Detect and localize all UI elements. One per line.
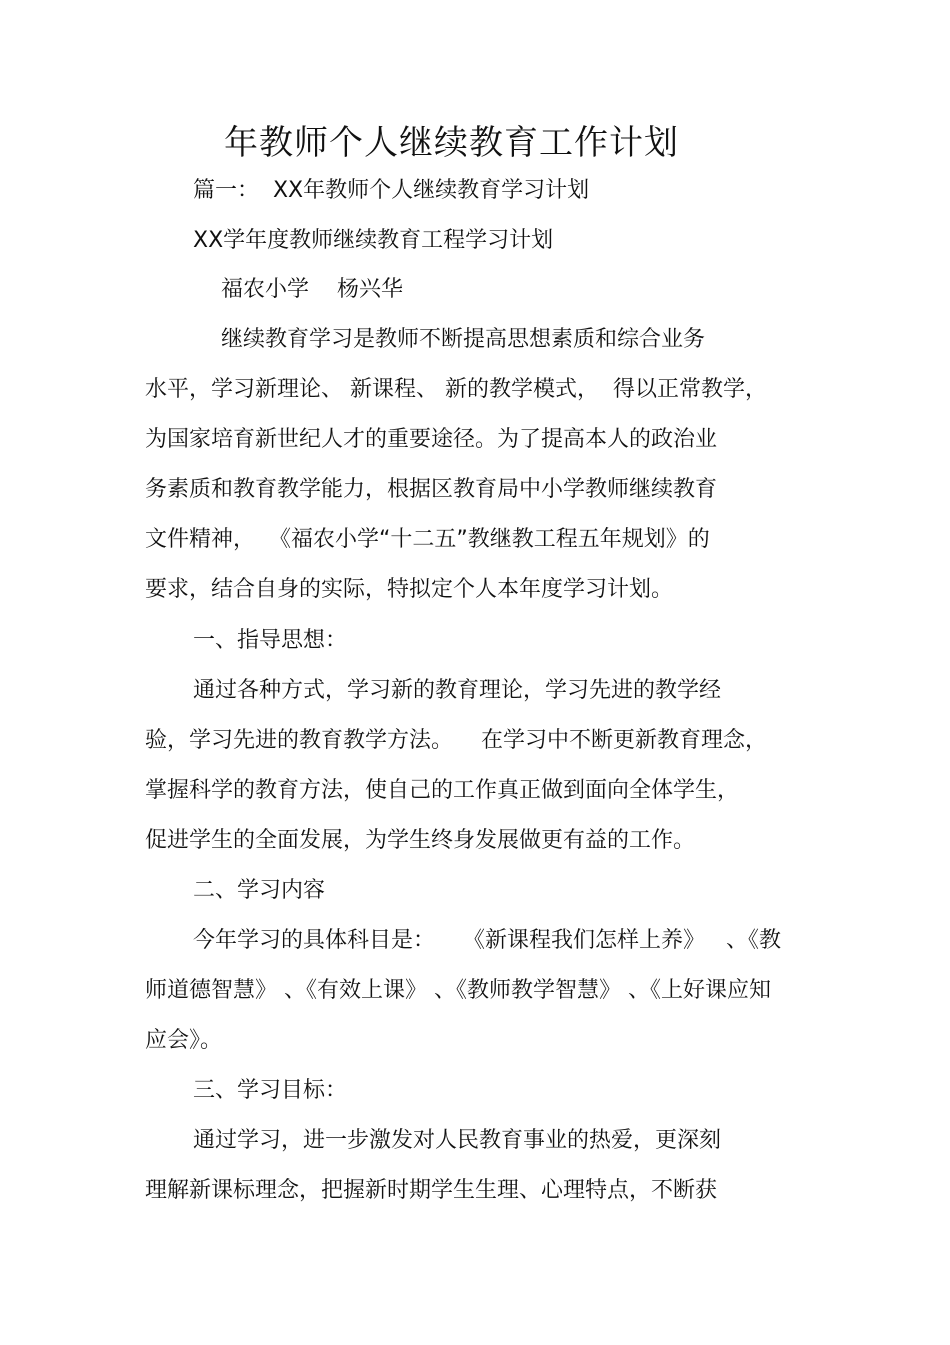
section1-line: 通过各种方式，学习新的教育理论，学习先进的教学经 — [193, 678, 722, 703]
intro-line: 务素质和教育教学能力，根据区教育局中小学教师继续教育 — [145, 477, 718, 502]
section1-line: 促进学生的全面发展，为学生终身发展做更有益的工作。 — [145, 828, 696, 853]
section2-line: 应会》。 — [145, 1028, 223, 1053]
author-line: 福农小学 杨兴华 — [221, 277, 403, 302]
section1-line: 掌握科学的教育方法，使自己的工作真正做到面向全体学生， — [145, 778, 740, 803]
subtitle: 篇一： XX年教师个人继续教育学习计划 — [193, 178, 590, 203]
section-heading: 二、学习内容 — [193, 878, 326, 903]
intro-line: 文件精神， 《福农小学“十二五”教继教工程五年规划》的 — [145, 527, 710, 552]
intro-line: 为国家培育新世纪人才的重要途径。为了提高本人的政治业 — [145, 427, 718, 452]
section2-line: 师道德智慧》 、《有效上课》 、《教师教学智慧》 、《上好课应知 — [145, 978, 771, 1003]
section3-line: 通过学习，进一步激发对人民教育事业的热爱，更深刻 — [193, 1128, 722, 1153]
section-heading: 三、学习目标： — [193, 1078, 348, 1103]
section3-line: 理解新课标理念，把握新时期学生生理、心理特点，不断获 — [145, 1178, 718, 1203]
document-title: 年教师个人继续教育工作计划 — [224, 123, 679, 163]
plan-title: XX学年度教师继续教育工程学习计划 — [193, 228, 554, 253]
section2-line: 今年学习的具体科目是： 《新课程我们怎样上养》 、《教 — [193, 928, 781, 953]
intro-line: 继续教育学习是教师不断提高思想素质和综合业务 — [221, 327, 706, 352]
intro-line: 水平，学习新理论、 新课程、 新的教学模式， 得以正常教学， — [145, 377, 767, 402]
section-heading: 一、指导思想： — [193, 628, 348, 653]
section1-line: 验，学习先进的教育教学方法。 在学习中不断更新教育理念， — [145, 728, 767, 753]
intro-line: 要求，结合自身的实际，特拟定个人本年度学习计划。 — [145, 577, 674, 602]
